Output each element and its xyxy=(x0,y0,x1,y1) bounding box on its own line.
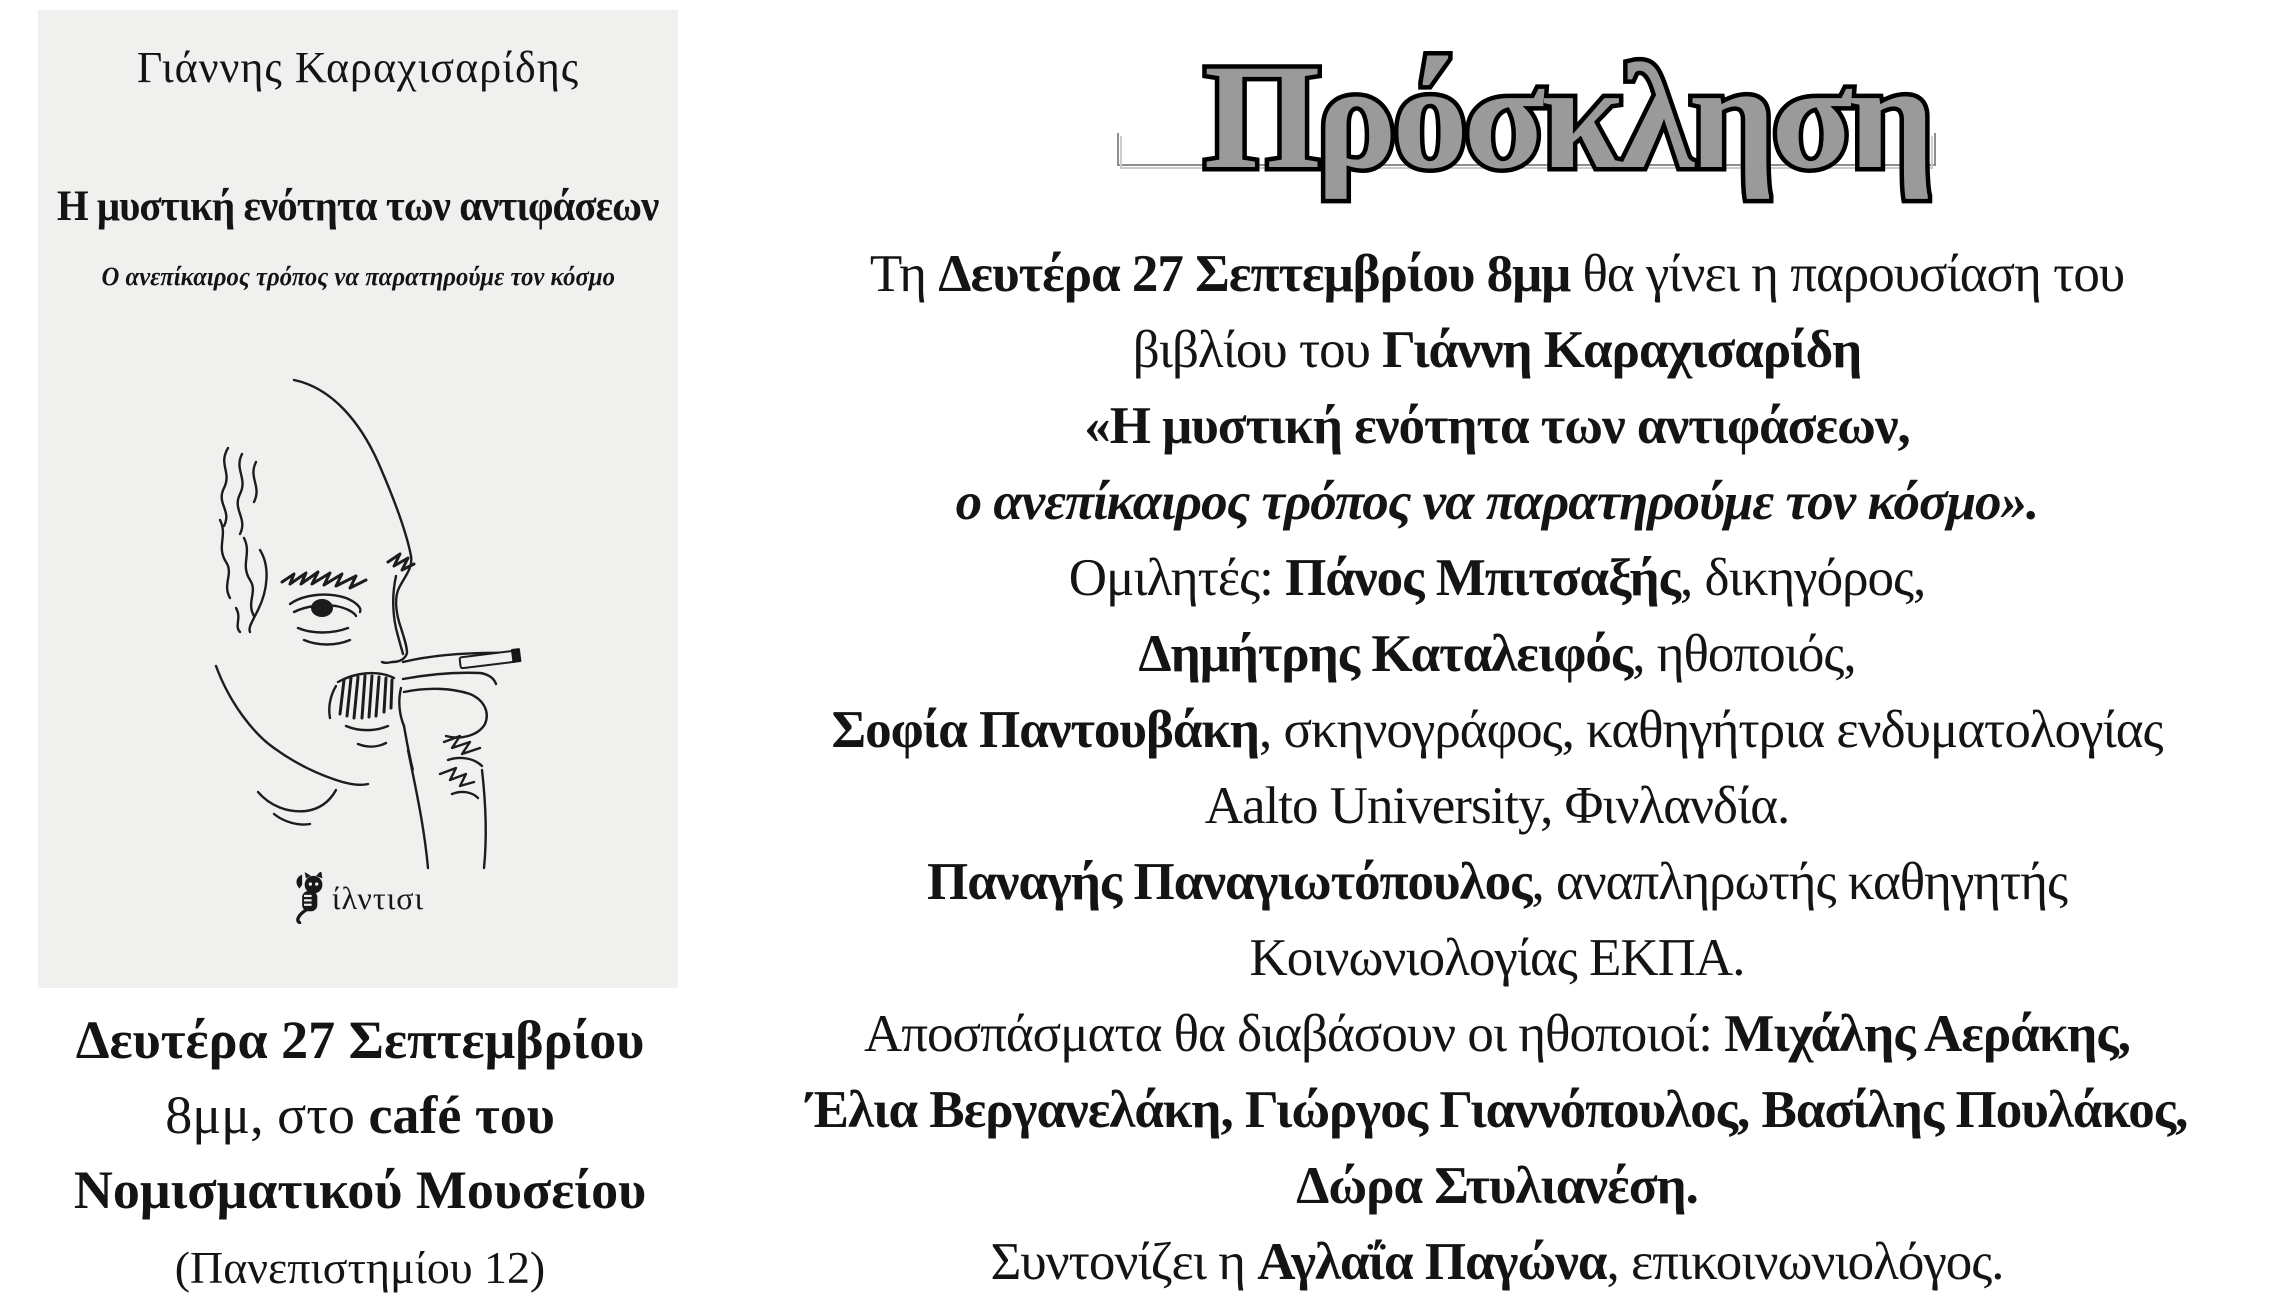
text-segment: Μιχάλης Αεράκης, xyxy=(1724,1005,2131,1063)
text-line xyxy=(712,312,2282,388)
text-line xyxy=(712,236,2282,312)
text-segment: Αγλαΐα Παγώνα xyxy=(1257,1233,1607,1291)
text-segment: Ομιλητές: xyxy=(1068,549,1286,607)
text-line xyxy=(712,996,2282,1072)
text-segment: , σκηνογράφος, καθηγήτρια ενδυματολογίας xyxy=(1258,701,2163,759)
text-line xyxy=(20,1078,700,1153)
text-segment: Έλια Βεργανελάκη, Γιώργος Γιαννόπουλος, Βασίλης Πουλάκος, xyxy=(806,1081,2188,1139)
text-line xyxy=(20,1003,700,1078)
book-subtitle xyxy=(38,262,678,292)
publisher-name: ίλντισι xyxy=(331,879,425,916)
text-segment: βιβλίου του xyxy=(1132,321,1383,379)
invitation-body xyxy=(712,236,2282,1300)
venue-block xyxy=(20,1003,700,1305)
text-segment: Νομισματικού Μουσείου xyxy=(73,1160,647,1220)
text-segment: Δευτέρα 27 Σεπτεμβρίου 8μμ xyxy=(938,245,1571,303)
text-segment: Δευτέρα 27 Σεπτεμβρίου xyxy=(75,1010,645,1070)
text-segment: Δημήτρης Καταλειφός xyxy=(1138,625,1633,683)
invitation-title-text: Πρόσκληση xyxy=(1203,34,1931,200)
text-line xyxy=(712,1224,2282,1300)
text-segment: 8μμ, στο xyxy=(165,1085,369,1145)
book-cover xyxy=(38,10,678,988)
text-segment: Γιάννη Καραχισαρίδη xyxy=(1382,321,1862,379)
text-segment: (Πανεπιστημίου 12) xyxy=(174,1242,546,1293)
text-segment: , ηθοποιός, xyxy=(1632,625,1856,683)
text-segment: Aalto University, Φινλανδία. xyxy=(1204,777,1790,835)
portrait-illustration xyxy=(108,370,608,870)
text-line xyxy=(712,844,2282,920)
text-line xyxy=(712,768,2282,844)
book-author: Γιάννης Καραχισαρίδης xyxy=(136,43,580,92)
text-line xyxy=(20,1153,700,1228)
text-line xyxy=(20,1228,700,1305)
text-segment: , δικηγόρος, xyxy=(1680,549,1926,607)
book-title xyxy=(38,182,678,231)
book-title-text: Η μυστική ενότητα των αντιφάσεων xyxy=(57,183,659,230)
text-line xyxy=(712,464,2282,540)
text-segment: , επικοινωνιολόγος. xyxy=(1606,1233,2004,1291)
text-segment: Τη xyxy=(869,245,939,303)
invitation-title xyxy=(1040,15,2020,220)
text-segment: Παναγής Παναγιωτόπουλος xyxy=(926,853,1532,911)
text-segment: , αναπληρωτής καθηγητής xyxy=(1531,853,2067,911)
text-segment: «Η μυστική ενότητα των αντιφάσεων, xyxy=(1084,397,1910,455)
text-line xyxy=(712,540,2282,616)
text-segment: Συντονίζει η xyxy=(990,1233,1258,1291)
text-segment: Πάνος Μπιτσαξής xyxy=(1285,549,1680,607)
text-segment: café του xyxy=(368,1085,555,1145)
text-line xyxy=(712,1148,2282,1224)
text-line xyxy=(712,1072,2282,1148)
text-segment: θα γίνει η παρουσίαση του xyxy=(1570,245,2125,303)
book-subtitle-text: Ο ανεπίκαιρος τρόπος να παρατηρούμε τον κόσμο xyxy=(101,262,615,291)
text-segment: ο ανεπίκαιρος τρόπος να παρατηρούμε τον κόσμο». xyxy=(955,473,2039,531)
text-line xyxy=(712,692,2282,768)
cat-icon xyxy=(292,872,330,924)
text-line xyxy=(712,388,2282,464)
text-segment: Κοινωνιολογίας ΕΚΠΑ. xyxy=(1249,929,1745,987)
text-segment: Σοφία Παντουβάκη xyxy=(831,701,1259,759)
text-segment: Δώρα Στυλιανέση. xyxy=(1296,1157,1698,1215)
text-segment: Αποσπάσματα θα διαβάσουν οι ηθοποιοί: xyxy=(863,1005,1725,1063)
publisher-logo xyxy=(38,872,678,924)
text-line xyxy=(712,616,2282,692)
text-line xyxy=(712,920,2282,996)
